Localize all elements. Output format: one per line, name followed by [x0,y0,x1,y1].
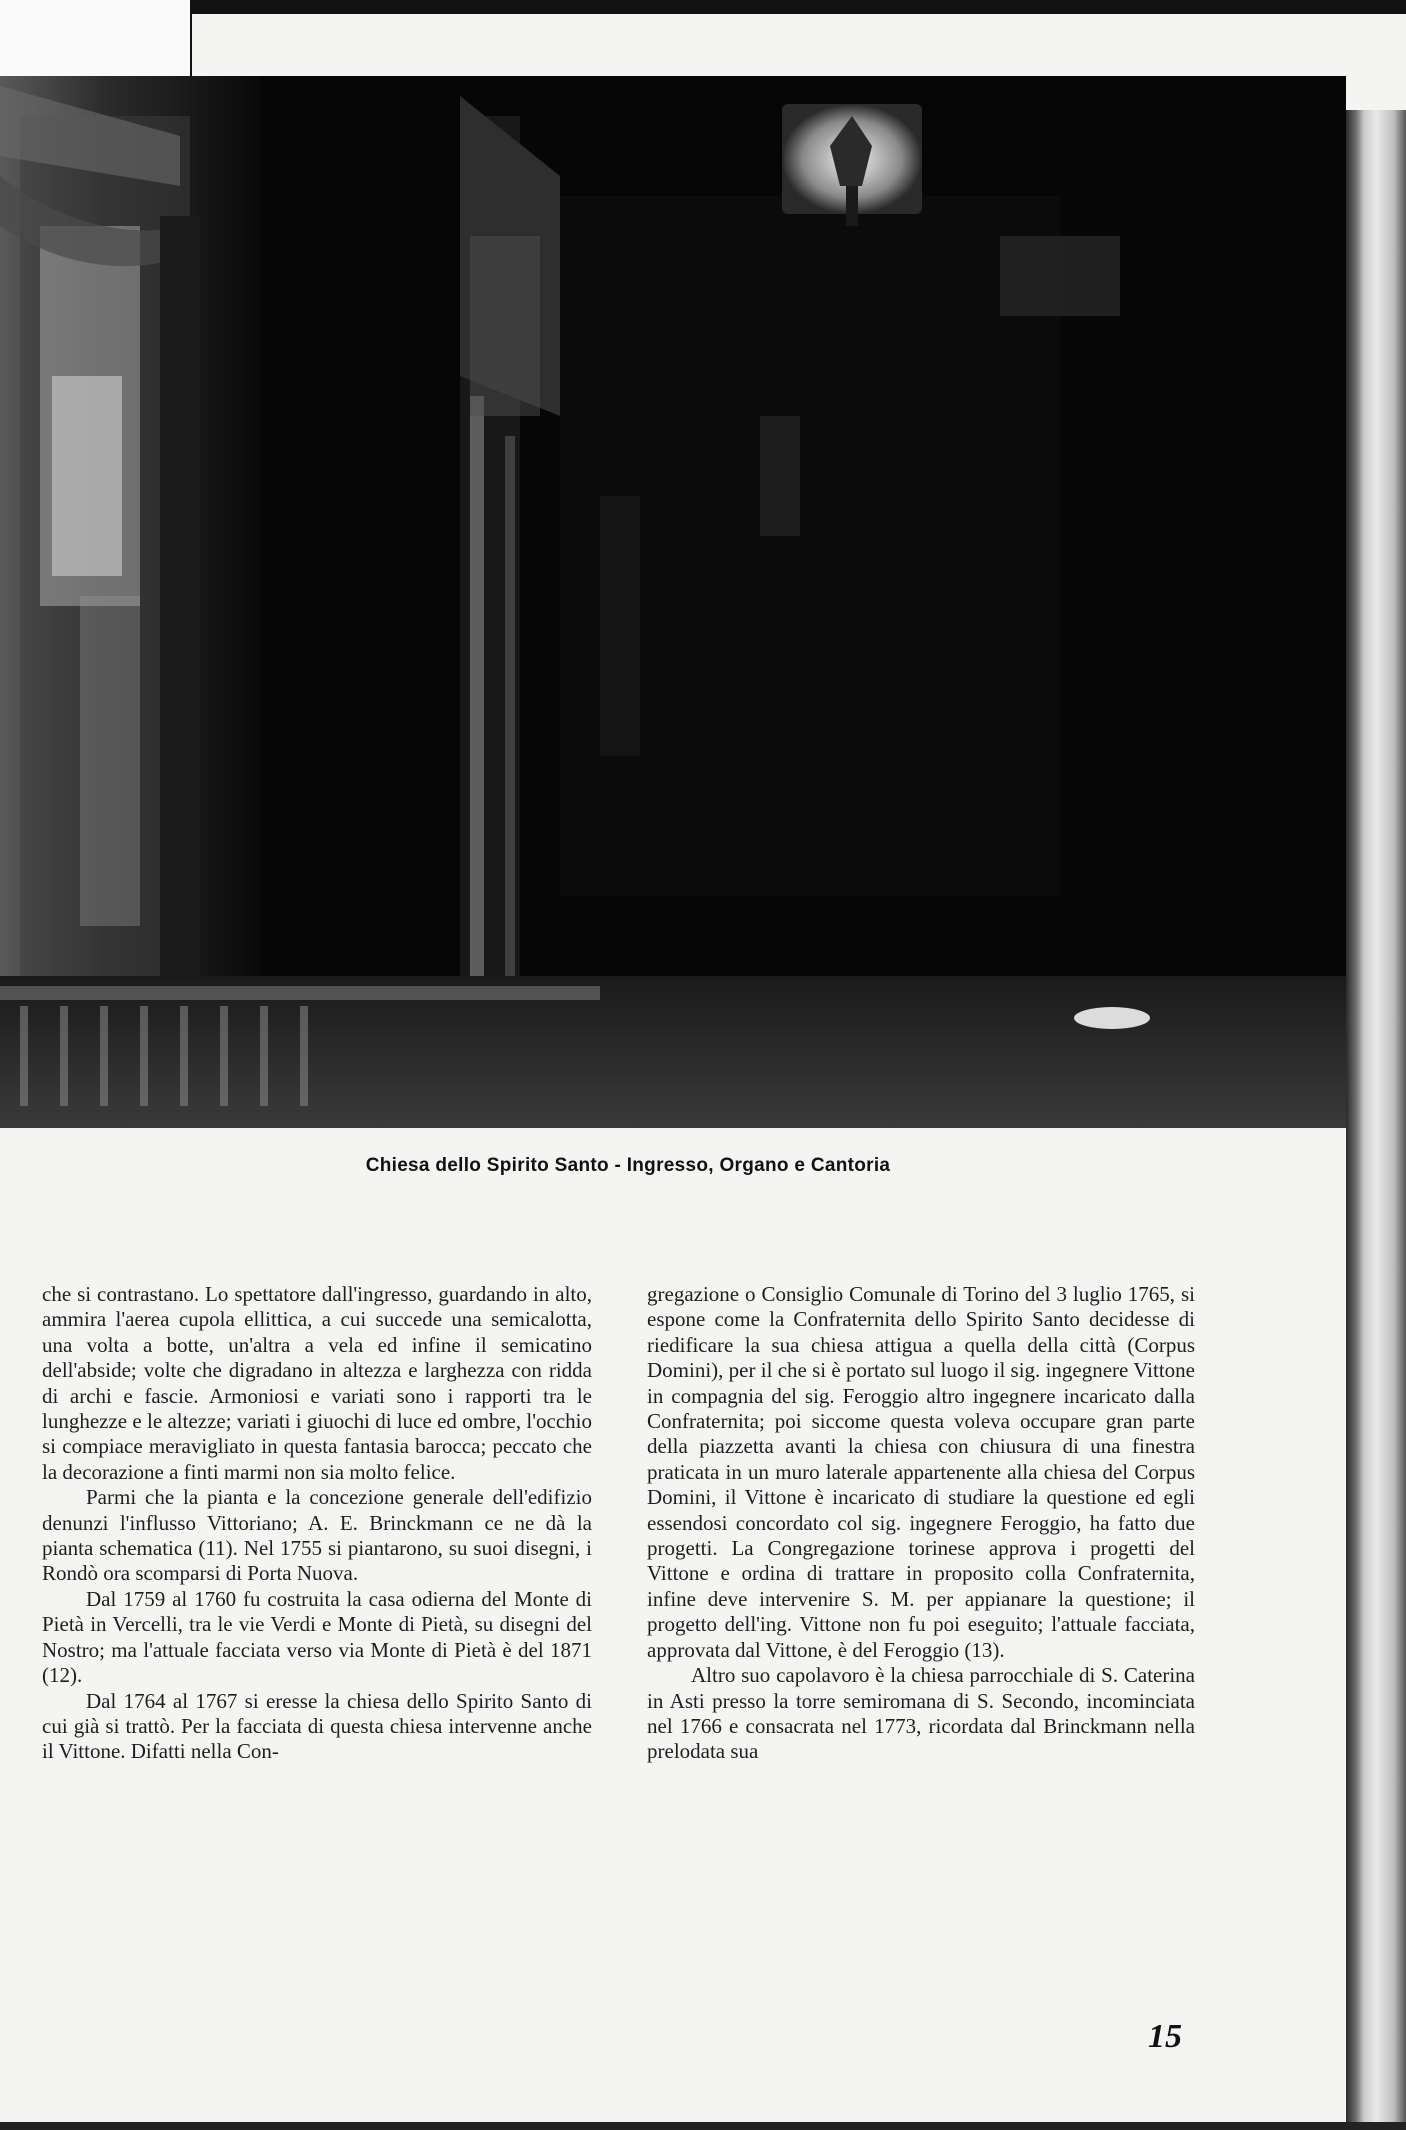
bottom-edge [0,2122,1406,2130]
page-number: 15 [1148,2018,1182,2055]
paragraph: che si contrastano. Lo spettatore dall'ingresso, guardando in alto, ammira l'aerea cupola ellittica, a cui succede una semicalotta, una volta a botte, un'altra a vela ed infine il semicatino dell'abside; volte che digradano in altezza e larghezza con ridda di archi e fascie. Armoniosi e variati sono i rapporti tra le lunghezze e le altezze; variati i giuochi di luce ed ombre, l'occhio si compiace meravigliato in questa fantasia barocca; peccato che la decorazione a finti marmi non sia molto felice. [42,1282,592,1484]
paragraph: Parmi che la pianta e la concezione generale dell'edifizio denunzi l'influsso Vittoriano; A. E. Brinckmann ce ne dà la pianta schematica (11). Nel 1755 si piantarono, su suoi disegni, i Rondò ora scomparsi di Porta Nuova. [42,1485,592,1586]
page-edge-shadow [1346,110,1406,2130]
paragraph: Dal 1759 al 1760 fu costruita la casa odierna del Monte di Pietà in Vercelli, tra le vie Verdi e Monte di Pietà, su disegni del Nostro; ma l'attuale facciata verso via Monte di Pietà è del 1871 (12). [42,1586,592,1688]
text-column-left [42,1282,592,1765]
text-column-right [647,1282,1195,1765]
photo-illustration [0,76,1346,1128]
top-dark-band [190,0,1406,14]
top-left-blank [0,0,192,78]
photo-caption: Chiesa dello Spirito Santo - Ingresso, Organo e Cantoria [365,1155,891,1176]
church-interior-photo [0,76,1346,1128]
paragraph: Dal 1764 al 1767 si eresse la chiesa dello Spirito Santo di cui già si trattò. Per la facciata di questa chiesa intervenne anche il Vittone. Difatti nella Con- [42,1688,592,1764]
paragraph: Altro suo capolavoro è la chiesa parrocchiale di S. Caterina in Asti presso la torre semiromana di S. Secondo, incominciata nel 1766 e consacrata nel 1773, ricordata dal Brinckmann nella prelodata sua [647,1663,1195,1764]
paragraph: gregazione o Consiglio Comunale di Torino del 3 luglio 1765, si espone come la Confraternita dello Spirito Santo decidesse di riedificare la sua chiesa attigua a quella della città (Corpus Domini), per il che si è portato sul luogo il sig. ingegnere Vittone in compagnia del sig. Feroggio altro ingegnere incaricato dalla Confraternita; poi siccome questa voleva occupare gran parte della piazzetta avanti la chiesa con chiusura di una finestra praticata in un muro laterale appartenente alla chiesa del Corpus Domini, il Vittone è incaricato di studiare la questione ed egli essendosi concordato col sig. ingegnere Feroggio, ha fatto due progetti. La Congregazione torinese approva i progetti del Vittone e ordina di trattare in proposito colla Confraternita, infine deve intervenire S. M. per appianare la questione; il progetto dell'ing. Vittone non fu poi eseguito; l'attuale facciata, approvata dal Vittone, è del Feroggio (13). [647,1282,1195,1662]
